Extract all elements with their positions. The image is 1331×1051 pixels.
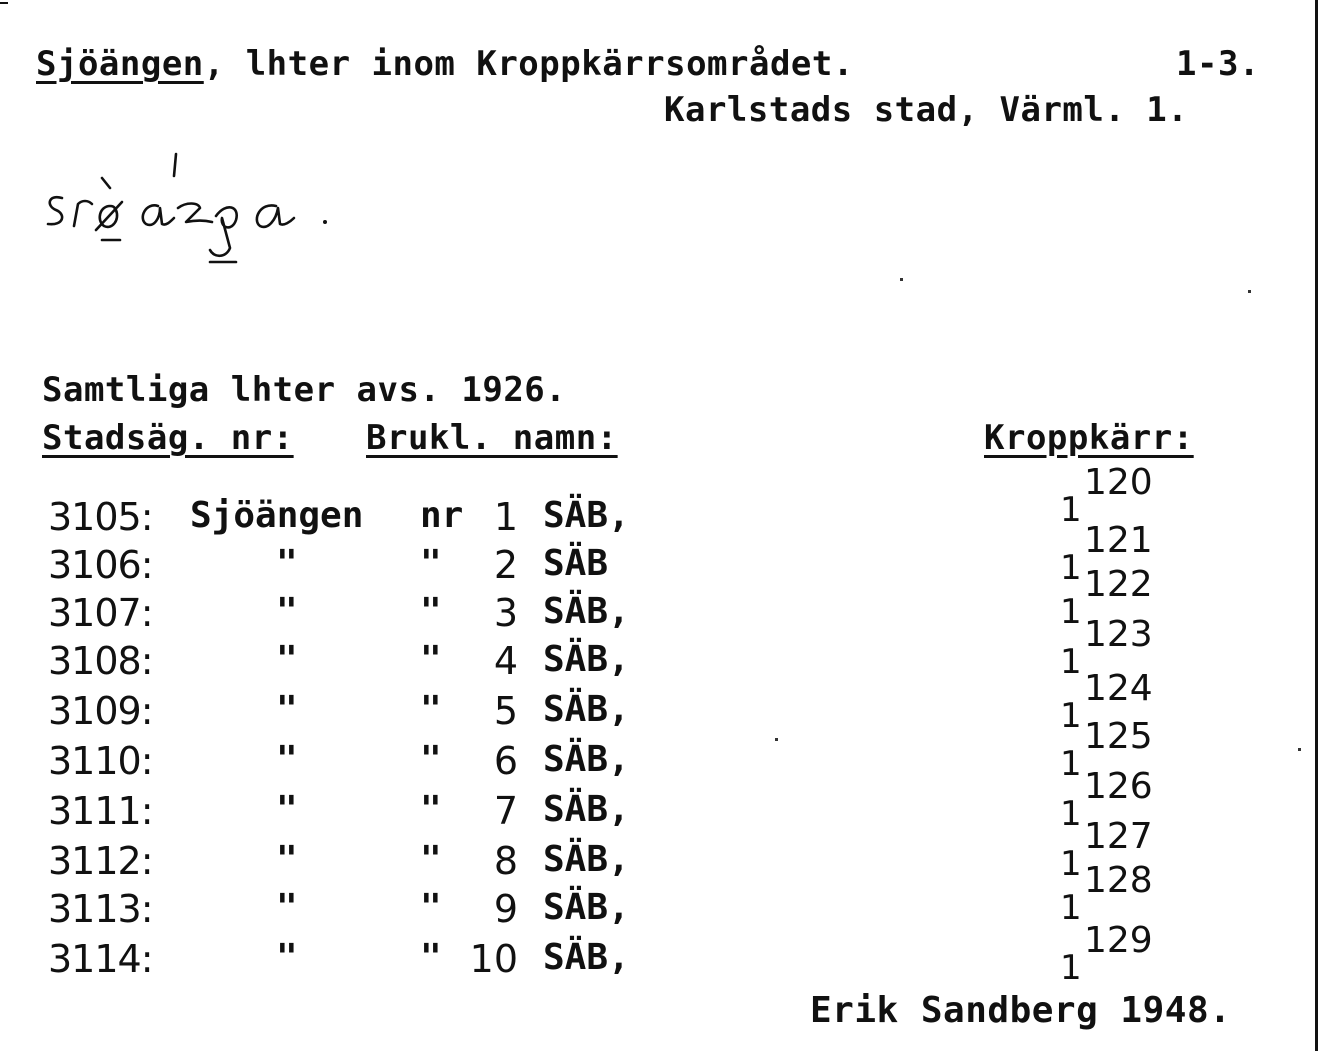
row-ditto: nr xyxy=(420,495,464,536)
row-holding-number: 2 xyxy=(493,543,518,587)
kroppkarr-exponent: 127 xyxy=(1084,816,1153,857)
kroppkarr-base: 1 xyxy=(1060,844,1082,884)
row-suffix: SÄB, xyxy=(543,839,630,880)
row-ditto: " xyxy=(420,543,442,584)
row-name: Sjöängen xyxy=(190,495,364,536)
row-number: 3109: xyxy=(48,689,153,733)
row-ditto: " xyxy=(276,789,298,830)
row-ditto: " xyxy=(420,689,442,730)
row-ditto: " xyxy=(276,739,298,780)
kroppkarr-base: 1 xyxy=(1060,548,1082,588)
row-holding-number: 1 xyxy=(493,495,518,539)
row-ditto: " xyxy=(420,789,442,830)
row-number: 3114: xyxy=(48,937,153,981)
row-suffix: SÄB, xyxy=(543,689,630,730)
card-reference: 1-3. xyxy=(1176,44,1260,84)
kroppkarr-base: 1 xyxy=(1060,696,1082,736)
kroppkarr-exponent: 125 xyxy=(1084,716,1153,757)
scan-mark xyxy=(0,2,8,4)
section-title: Samtliga lhter avs. 1926. xyxy=(42,370,567,410)
row-number: 3108: xyxy=(48,639,153,683)
kroppkarr-base: 1 xyxy=(1060,744,1082,784)
row-ditto: " xyxy=(420,639,442,680)
kroppkarr-base: 1 xyxy=(1060,592,1082,632)
row-suffix: SÄB, xyxy=(543,591,630,632)
column-header-brukl: Brukl. namn: xyxy=(366,418,618,458)
header-description: , lhter inom Kroppkärrsområdet. xyxy=(203,44,854,84)
kroppkarr-exponent: 121 xyxy=(1084,520,1153,561)
scan-speck xyxy=(1298,748,1301,751)
row-holding-number: 4 xyxy=(493,639,518,683)
row-holding-number: 9 xyxy=(493,887,518,931)
scan-speck xyxy=(1248,290,1251,293)
kroppkarr-base: 1 xyxy=(1060,490,1082,530)
location-line: Karlstads stad, Värml. 1. xyxy=(664,90,1189,130)
row-number: 3110: xyxy=(48,739,153,783)
row-suffix: SÄB, xyxy=(543,937,630,978)
row-ditto: " xyxy=(276,543,298,584)
kroppkarr-exponent: 129 xyxy=(1084,920,1153,961)
kroppkarr-exponent: 122 xyxy=(1084,564,1153,605)
kroppkarr-base: 1 xyxy=(1060,948,1082,988)
kroppkarr-exponent: 123 xyxy=(1084,614,1153,655)
row-holding-number: 3 xyxy=(493,591,518,635)
row-suffix: SÄB, xyxy=(543,639,630,680)
row-ditto: " xyxy=(276,839,298,880)
row-holding-number: 8 xyxy=(493,839,518,883)
column-header-stadsag: Stadsäg. nr: xyxy=(42,418,294,458)
row-ditto: " xyxy=(276,591,298,632)
card-edge-line xyxy=(1315,0,1318,1051)
kroppkarr-base: 1 xyxy=(1060,888,1082,928)
row-ditto: " xyxy=(420,887,442,928)
row-ditto: " xyxy=(420,739,442,780)
kroppkarr-base: 1 xyxy=(1060,642,1082,682)
row-holding-number: 6 xyxy=(493,739,518,783)
row-ditto: " xyxy=(276,937,298,978)
author-signature-line: Erik Sandberg 1948. xyxy=(810,990,1232,1031)
row-ditto: " xyxy=(420,937,442,978)
row-ditto: " xyxy=(420,839,442,880)
kroppkarr-exponent: 128 xyxy=(1084,860,1153,901)
row-number: 3106: xyxy=(48,543,153,587)
row-ditto: " xyxy=(276,887,298,928)
row-suffix: SÄB, xyxy=(543,495,630,536)
row-number: 3112: xyxy=(48,839,153,883)
row-number: 3107: xyxy=(48,591,153,635)
header-line xyxy=(36,44,854,84)
row-holding-number: 5 xyxy=(493,689,518,733)
row-holding-number: 10 xyxy=(469,937,518,981)
row-ditto: " xyxy=(276,639,298,680)
row-suffix: SÄB xyxy=(543,543,609,584)
scan-speck xyxy=(900,278,903,281)
row-suffix: SÄB, xyxy=(543,887,630,928)
handwritten-note xyxy=(40,140,340,270)
kroppkarr-base: 1 xyxy=(1060,794,1082,834)
row-number: 3113: xyxy=(48,887,153,931)
row-ditto: " xyxy=(276,689,298,730)
row-number: 3105: xyxy=(48,495,153,539)
row-ditto: " xyxy=(420,591,442,632)
kroppkarr-exponent: 120 xyxy=(1084,462,1153,503)
place-name: Sjöängen xyxy=(36,44,204,84)
row-number: 3111: xyxy=(48,789,153,833)
kroppkarr-exponent: 126 xyxy=(1084,766,1153,807)
column-header-kroppkarr: Kroppkärr: xyxy=(984,418,1194,458)
kroppkarr-exponent: 124 xyxy=(1084,668,1153,709)
row-holding-number: 7 xyxy=(493,789,518,833)
row-suffix: SÄB, xyxy=(543,739,630,780)
row-suffix: SÄB, xyxy=(543,789,630,830)
scan-speck xyxy=(775,738,778,741)
